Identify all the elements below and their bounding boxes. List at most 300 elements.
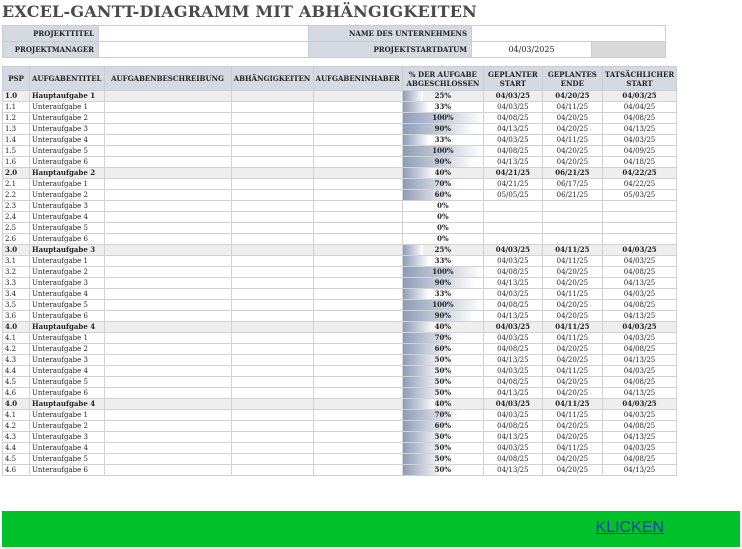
col-header-planned-start[interactable]: GEPLANTER START	[483, 67, 542, 91]
project-start-field[interactable]: 04/03/2025	[472, 42, 592, 58]
description-cell[interactable]	[104, 212, 231, 223]
actual-start-cell[interactable]: 04/13/25	[602, 311, 676, 322]
task-title-cell[interactable]: Unteraufgabe 3	[30, 124, 105, 135]
psp-cell[interactable]: 1.3	[3, 124, 30, 135]
planned-end-cell[interactable]: 04/11/25	[542, 256, 602, 267]
dependencies-cell[interactable]	[231, 399, 313, 410]
psp-cell[interactable]: 2.0	[3, 168, 30, 179]
psp-cell[interactable]: 3.1	[3, 256, 30, 267]
psp-cell[interactable]: 2.2	[3, 190, 30, 201]
owner-cell[interactable]	[313, 179, 402, 190]
pct-cell[interactable]	[402, 410, 483, 421]
actual-start-cell[interactable]: 04/03/25	[602, 91, 676, 102]
psp-cell[interactable]: 2.1	[3, 179, 30, 190]
planned-start-cell[interactable]: 04/13/25	[483, 355, 542, 366]
dependencies-cell[interactable]	[231, 102, 313, 113]
psp-cell[interactable]: 4.0	[3, 322, 30, 333]
planned-end-cell[interactable]	[542, 223, 602, 234]
description-cell[interactable]	[104, 179, 231, 190]
col-header-psp[interactable]: PSP	[3, 67, 30, 91]
pct-cell[interactable]	[402, 311, 483, 322]
description-cell[interactable]	[104, 135, 231, 146]
pct-cell[interactable]	[402, 179, 483, 190]
owner-cell[interactable]	[313, 234, 402, 245]
pct-cell[interactable]	[402, 432, 483, 443]
planned-start-cell[interactable]: 04/03/25	[483, 289, 542, 300]
planned-start-cell[interactable]: 04/03/25	[483, 399, 542, 410]
pct-cell[interactable]	[402, 300, 483, 311]
psp-cell[interactable]: 4.5	[3, 377, 30, 388]
task-title-cell[interactable]: Unteraufgabe 6	[30, 157, 105, 168]
dependencies-cell[interactable]	[231, 421, 313, 432]
dependencies-cell[interactable]	[231, 212, 313, 223]
description-cell[interactable]	[104, 256, 231, 267]
owner-cell[interactable]	[313, 289, 402, 300]
planned-end-cell[interactable]: 04/11/25	[542, 102, 602, 113]
description-cell[interactable]	[104, 168, 231, 179]
planned-start-cell[interactable]: 04/08/25	[483, 421, 542, 432]
dependencies-cell[interactable]	[231, 168, 313, 179]
dependencies-cell[interactable]	[231, 344, 313, 355]
psp-cell[interactable]: 4.4	[3, 366, 30, 377]
psp-cell[interactable]: 4.4	[3, 443, 30, 454]
pct-cell[interactable]	[402, 102, 483, 113]
task-title-cell[interactable]: Unteraufgabe 2	[30, 113, 105, 124]
planned-start-cell[interactable]: 04/08/25	[483, 146, 542, 157]
planned-end-cell[interactable]	[542, 201, 602, 212]
pct-cell[interactable]	[402, 168, 483, 179]
planned-end-cell[interactable]: 04/20/25	[542, 454, 602, 465]
task-title-cell[interactable]: Hauptaufgabe 1	[30, 91, 105, 102]
pct-cell[interactable]	[402, 234, 483, 245]
dependencies-cell[interactable]	[231, 135, 313, 146]
dependencies-cell[interactable]	[231, 179, 313, 190]
pct-cell[interactable]	[402, 388, 483, 399]
planned-end-cell[interactable]: 04/20/25	[542, 267, 602, 278]
klicken-link[interactable]: KLICKEN	[595, 519, 664, 536]
psp-cell[interactable]: 1.2	[3, 113, 30, 124]
pct-cell[interactable]	[402, 333, 483, 344]
owner-cell[interactable]	[313, 410, 402, 421]
actual-start-cell[interactable]: 04/13/25	[602, 465, 676, 476]
task-title-cell[interactable]: Hauptaufgabe 4	[30, 399, 105, 410]
planned-end-cell[interactable]: 04/20/25	[542, 355, 602, 366]
planned-start-cell[interactable]: 04/03/25	[483, 102, 542, 113]
description-cell[interactable]	[104, 432, 231, 443]
task-title-cell[interactable]: Unteraufgabe 2	[30, 421, 105, 432]
pct-cell[interactable]	[402, 223, 483, 234]
planned-start-cell[interactable]: 04/13/25	[483, 465, 542, 476]
psp-cell[interactable]: 1.4	[3, 135, 30, 146]
actual-start-cell[interactable]: 04/22/25	[602, 168, 676, 179]
planned-start-cell[interactable]: 04/08/25	[483, 377, 542, 388]
planned-end-cell[interactable]: 04/20/25	[542, 91, 602, 102]
description-cell[interactable]	[104, 443, 231, 454]
psp-cell[interactable]: 4.2	[3, 421, 30, 432]
pct-cell[interactable]	[402, 465, 483, 476]
owner-cell[interactable]	[313, 245, 402, 256]
dependencies-cell[interactable]	[231, 146, 313, 157]
description-cell[interactable]	[104, 267, 231, 278]
planned-end-cell[interactable]	[542, 212, 602, 223]
project-manager-field[interactable]	[99, 42, 309, 58]
pct-cell[interactable]	[402, 443, 483, 454]
pct-cell[interactable]	[402, 157, 483, 168]
actual-start-cell[interactable]: 04/08/25	[602, 344, 676, 355]
description-cell[interactable]	[104, 190, 231, 201]
actual-start-cell[interactable]	[602, 212, 676, 223]
pct-cell[interactable]	[402, 256, 483, 267]
actual-start-cell[interactable]: 04/18/25	[602, 157, 676, 168]
task-title-cell[interactable]: Unteraufgabe 4	[30, 443, 105, 454]
pct-cell[interactable]	[402, 289, 483, 300]
actual-start-cell[interactable]: 04/03/25	[602, 256, 676, 267]
description-cell[interactable]	[104, 366, 231, 377]
dependencies-cell[interactable]	[231, 91, 313, 102]
planned-start-cell[interactable]: 04/03/25	[483, 135, 542, 146]
planned-start-cell[interactable]: 04/13/25	[483, 157, 542, 168]
col-header-actual-start[interactable]: TATSÄCHLICHER START	[602, 67, 676, 91]
planned-start-cell[interactable]: 04/21/25	[483, 179, 542, 190]
planned-end-cell[interactable]: 04/20/25	[542, 465, 602, 476]
task-title-cell[interactable]: Unteraufgabe 6	[30, 311, 105, 322]
task-title-cell[interactable]: Hauptaufgabe 4	[30, 322, 105, 333]
pct-cell[interactable]	[402, 267, 483, 278]
actual-start-cell[interactable]: 04/22/25	[602, 179, 676, 190]
owner-cell[interactable]	[313, 454, 402, 465]
psp-cell[interactable]: 2.3	[3, 201, 30, 212]
dependencies-cell[interactable]	[231, 333, 313, 344]
planned-end-cell[interactable]: 04/11/25	[542, 289, 602, 300]
owner-cell[interactable]	[313, 278, 402, 289]
description-cell[interactable]	[104, 146, 231, 157]
owner-cell[interactable]	[313, 465, 402, 476]
pct-cell[interactable]	[402, 91, 483, 102]
planned-start-cell[interactable]: 05/05/25	[483, 190, 542, 201]
pct-cell[interactable]	[402, 355, 483, 366]
planned-end-cell[interactable]: 04/11/25	[542, 443, 602, 454]
owner-cell[interactable]	[313, 366, 402, 377]
actual-start-cell[interactable]: 04/13/25	[602, 278, 676, 289]
dependencies-cell[interactable]	[231, 355, 313, 366]
description-cell[interactable]	[104, 355, 231, 366]
owner-cell[interactable]	[313, 322, 402, 333]
planned-start-cell[interactable]: 04/03/25	[483, 410, 542, 421]
planned-end-cell[interactable]: 04/11/25	[542, 399, 602, 410]
actual-start-cell[interactable]: 04/09/25	[602, 146, 676, 157]
actual-start-cell[interactable]: 04/08/25	[602, 300, 676, 311]
planned-start-cell[interactable]: 04/03/25	[483, 366, 542, 377]
owner-cell[interactable]	[313, 168, 402, 179]
planned-end-cell[interactable]: 06/21/25	[542, 190, 602, 201]
owner-cell[interactable]	[313, 344, 402, 355]
pct-cell[interactable]	[402, 113, 483, 124]
planned-end-cell[interactable]: 04/20/25	[542, 311, 602, 322]
description-cell[interactable]	[104, 201, 231, 212]
dependencies-cell[interactable]	[231, 465, 313, 476]
col-header-task-title[interactable]: AUFGABENTITEL	[30, 67, 105, 91]
pct-cell[interactable]	[402, 421, 483, 432]
task-title-cell[interactable]: Unteraufgabe 2	[30, 267, 105, 278]
actual-start-cell[interactable]: 05/03/25	[602, 190, 676, 201]
actual-start-cell[interactable]: 04/08/25	[602, 454, 676, 465]
dependencies-cell[interactable]	[231, 113, 313, 124]
description-cell[interactable]	[104, 157, 231, 168]
psp-cell[interactable]: 4.6	[3, 388, 30, 399]
owner-cell[interactable]	[313, 443, 402, 454]
planned-start-cell[interactable]: 04/21/25	[483, 168, 542, 179]
psp-cell[interactable]: 3.5	[3, 300, 30, 311]
task-title-cell[interactable]: Unteraufgabe 1	[30, 256, 105, 267]
actual-start-cell[interactable]: 04/08/25	[602, 421, 676, 432]
description-cell[interactable]	[104, 465, 231, 476]
task-title-cell[interactable]: Hauptaufgabe 3	[30, 245, 105, 256]
task-title-cell[interactable]: Unteraufgabe 1	[30, 179, 105, 190]
col-header-description[interactable]: AUFGABENBESCHREIBUNG	[104, 67, 231, 91]
psp-cell[interactable]: 4.0	[3, 399, 30, 410]
planned-end-cell[interactable]: 04/20/25	[542, 124, 602, 135]
pct-cell[interactable]	[402, 190, 483, 201]
task-title-cell[interactable]: Hauptaufgabe 2	[30, 168, 105, 179]
psp-cell[interactable]: 4.1	[3, 410, 30, 421]
pct-cell[interactable]	[402, 135, 483, 146]
planned-end-cell[interactable]: 04/11/25	[542, 135, 602, 146]
owner-cell[interactable]	[313, 102, 402, 113]
planned-end-cell[interactable]: 04/20/25	[542, 278, 602, 289]
actual-start-cell[interactable]: 04/08/25	[602, 113, 676, 124]
description-cell[interactable]	[104, 234, 231, 245]
psp-cell[interactable]: 1.0	[3, 91, 30, 102]
planned-end-cell[interactable]	[542, 234, 602, 245]
task-title-cell[interactable]: Unteraufgabe 1	[30, 102, 105, 113]
planned-start-cell[interactable]: 04/08/25	[483, 300, 542, 311]
task-title-cell[interactable]: Unteraufgabe 5	[30, 377, 105, 388]
actual-start-cell[interactable]: 04/13/25	[602, 355, 676, 366]
actual-start-cell[interactable]: 04/08/25	[602, 267, 676, 278]
description-cell[interactable]	[104, 278, 231, 289]
actual-start-cell[interactable]: 04/03/25	[602, 289, 676, 300]
task-title-cell[interactable]: Unteraufgabe 5	[30, 300, 105, 311]
col-header-planned-end[interactable]: GEPLANTES ENDE	[542, 67, 602, 91]
dependencies-cell[interactable]	[231, 366, 313, 377]
description-cell[interactable]	[104, 311, 231, 322]
planned-start-cell[interactable]: 04/03/25	[483, 91, 542, 102]
description-cell[interactable]	[104, 454, 231, 465]
owner-cell[interactable]	[313, 399, 402, 410]
psp-cell[interactable]: 1.6	[3, 157, 30, 168]
task-title-cell[interactable]: Unteraufgabe 5	[30, 454, 105, 465]
task-title-cell[interactable]: Unteraufgabe 3	[30, 432, 105, 443]
owner-cell[interactable]	[313, 91, 402, 102]
actual-start-cell[interactable]: 04/03/25	[602, 245, 676, 256]
description-cell[interactable]	[104, 377, 231, 388]
planned-start-cell[interactable]: 04/08/25	[483, 344, 542, 355]
actual-start-cell[interactable]: 04/08/25	[602, 377, 676, 388]
psp-cell[interactable]: 4.3	[3, 355, 30, 366]
owner-cell[interactable]	[313, 124, 402, 135]
task-title-cell[interactable]: Unteraufgabe 3	[30, 201, 105, 212]
pct-cell[interactable]	[402, 377, 483, 388]
dependencies-cell[interactable]	[231, 234, 313, 245]
planned-start-cell[interactable]: 04/13/25	[483, 124, 542, 135]
dependencies-cell[interactable]	[231, 454, 313, 465]
psp-cell[interactable]: 4.2	[3, 344, 30, 355]
task-title-cell[interactable]: Unteraufgabe 4	[30, 366, 105, 377]
psp-cell[interactable]: 3.0	[3, 245, 30, 256]
planned-end-cell[interactable]: 04/20/25	[542, 388, 602, 399]
owner-cell[interactable]	[313, 113, 402, 124]
psp-cell[interactable]: 3.2	[3, 267, 30, 278]
owner-cell[interactable]	[313, 300, 402, 311]
planned-end-cell[interactable]: 04/11/25	[542, 322, 602, 333]
description-cell[interactable]	[104, 388, 231, 399]
owner-cell[interactable]	[313, 333, 402, 344]
task-title-cell[interactable]: Unteraufgabe 5	[30, 223, 105, 234]
planned-end-cell[interactable]: 04/20/25	[542, 377, 602, 388]
psp-cell[interactable]: 3.3	[3, 278, 30, 289]
psp-cell[interactable]: 3.6	[3, 311, 30, 322]
description-cell[interactable]	[104, 102, 231, 113]
pct-cell[interactable]	[402, 366, 483, 377]
psp-cell[interactable]: 4.5	[3, 454, 30, 465]
planned-start-cell[interactable]	[483, 223, 542, 234]
psp-cell[interactable]: 4.3	[3, 432, 30, 443]
dependencies-cell[interactable]	[231, 300, 313, 311]
owner-cell[interactable]	[313, 432, 402, 443]
planned-start-cell[interactable]: 04/08/25	[483, 113, 542, 124]
task-title-cell[interactable]: Unteraufgabe 4	[30, 212, 105, 223]
task-title-cell[interactable]: Unteraufgabe 5	[30, 146, 105, 157]
task-title-cell[interactable]: Unteraufgabe 2	[30, 344, 105, 355]
psp-cell[interactable]: 2.4	[3, 212, 30, 223]
description-cell[interactable]	[104, 399, 231, 410]
actual-start-cell[interactable]: 04/04/25	[602, 102, 676, 113]
description-cell[interactable]	[104, 289, 231, 300]
planned-start-cell[interactable]	[483, 212, 542, 223]
planned-end-cell[interactable]: 06/21/25	[542, 168, 602, 179]
description-cell[interactable]	[104, 410, 231, 421]
task-title-cell[interactable]: Unteraufgabe 1	[30, 333, 105, 344]
description-cell[interactable]	[104, 333, 231, 344]
psp-cell[interactable]: 4.1	[3, 333, 30, 344]
psp-cell[interactable]: 1.1	[3, 102, 30, 113]
description-cell[interactable]	[104, 322, 231, 333]
planned-start-cell[interactable]: 04/03/25	[483, 245, 542, 256]
owner-cell[interactable]	[313, 146, 402, 157]
owner-cell[interactable]	[313, 355, 402, 366]
planned-end-cell[interactable]: 04/20/25	[542, 344, 602, 355]
pct-cell[interactable]	[402, 146, 483, 157]
planned-start-cell[interactable]: 04/03/25	[483, 322, 542, 333]
planned-start-cell[interactable]	[483, 201, 542, 212]
planned-start-cell[interactable]: 04/08/25	[483, 267, 542, 278]
dependencies-cell[interactable]	[231, 377, 313, 388]
pct-cell[interactable]	[402, 278, 483, 289]
planned-start-cell[interactable]: 04/03/25	[483, 333, 542, 344]
dependencies-cell[interactable]	[231, 190, 313, 201]
planned-end-cell[interactable]: 04/11/25	[542, 333, 602, 344]
actual-start-cell[interactable]: 04/03/25	[602, 135, 676, 146]
owner-cell[interactable]	[313, 421, 402, 432]
actual-start-cell[interactable]: 04/03/25	[602, 322, 676, 333]
task-title-cell[interactable]: Unteraufgabe 3	[30, 278, 105, 289]
planned-start-cell[interactable]: 04/13/25	[483, 278, 542, 289]
col-header-owner[interactable]: AUFGABENINHABER	[313, 67, 402, 91]
planned-start-cell[interactable]: 04/03/25	[483, 443, 542, 454]
task-title-cell[interactable]: Unteraufgabe 3	[30, 355, 105, 366]
pct-cell[interactable]	[402, 454, 483, 465]
pct-cell[interactable]	[402, 399, 483, 410]
planned-end-cell[interactable]: 04/11/25	[542, 366, 602, 377]
planned-end-cell[interactable]: 04/11/25	[542, 245, 602, 256]
pct-cell[interactable]	[402, 322, 483, 333]
task-title-cell[interactable]: Unteraufgabe 2	[30, 190, 105, 201]
pct-cell[interactable]	[402, 245, 483, 256]
actual-start-cell[interactable]	[602, 223, 676, 234]
actual-start-cell[interactable]: 04/13/25	[602, 432, 676, 443]
planned-end-cell[interactable]: 04/20/25	[542, 146, 602, 157]
planned-start-cell[interactable]: 04/13/25	[483, 432, 542, 443]
planned-start-cell[interactable]	[483, 234, 542, 245]
owner-cell[interactable]	[313, 212, 402, 223]
dependencies-cell[interactable]	[231, 388, 313, 399]
owner-cell[interactable]	[313, 256, 402, 267]
task-title-cell[interactable]: Unteraufgabe 6	[30, 465, 105, 476]
planned-end-cell[interactable]: 04/20/25	[542, 113, 602, 124]
task-title-cell[interactable]: Unteraufgabe 1	[30, 410, 105, 421]
description-cell[interactable]	[104, 344, 231, 355]
owner-cell[interactable]	[313, 201, 402, 212]
owner-cell[interactable]	[313, 377, 402, 388]
dependencies-cell[interactable]	[231, 245, 313, 256]
col-header-dependencies[interactable]: ABHÄNGIGKEITEN	[231, 67, 313, 91]
actual-start-cell[interactable]: 04/03/25	[602, 443, 676, 454]
description-cell[interactable]	[104, 113, 231, 124]
psp-cell[interactable]: 1.5	[3, 146, 30, 157]
description-cell[interactable]	[104, 223, 231, 234]
psp-cell[interactable]: 2.6	[3, 234, 30, 245]
project-title-field[interactable]	[99, 26, 309, 42]
task-title-cell[interactable]: Unteraufgabe 6	[30, 388, 105, 399]
pct-cell[interactable]	[402, 212, 483, 223]
task-title-cell[interactable]: Unteraufgabe 6	[30, 234, 105, 245]
planned-start-cell[interactable]: 04/13/25	[483, 388, 542, 399]
planned-end-cell[interactable]: 04/20/25	[542, 432, 602, 443]
actual-start-cell[interactable]: 04/03/25	[602, 399, 676, 410]
actual-start-cell[interactable]	[602, 201, 676, 212]
dependencies-cell[interactable]	[231, 432, 313, 443]
owner-cell[interactable]	[313, 135, 402, 146]
planned-start-cell[interactable]: 04/03/25	[483, 256, 542, 267]
owner-cell[interactable]	[313, 157, 402, 168]
dependencies-cell[interactable]	[231, 443, 313, 454]
task-title-cell[interactable]: Unteraufgabe 4	[30, 289, 105, 300]
dependencies-cell[interactable]	[231, 223, 313, 234]
planned-start-cell[interactable]: 04/13/25	[483, 311, 542, 322]
planned-end-cell[interactable]: 04/20/25	[542, 157, 602, 168]
psp-cell[interactable]: 3.4	[3, 289, 30, 300]
task-title-cell[interactable]: Unteraufgabe 4	[30, 135, 105, 146]
dependencies-cell[interactable]	[231, 201, 313, 212]
dependencies-cell[interactable]	[231, 311, 313, 322]
actual-start-cell[interactable]: 04/13/25	[602, 124, 676, 135]
owner-cell[interactable]	[313, 267, 402, 278]
description-cell[interactable]	[104, 245, 231, 256]
psp-cell[interactable]: 4.6	[3, 465, 30, 476]
dependencies-cell[interactable]	[231, 256, 313, 267]
psp-cell[interactable]: 2.5	[3, 223, 30, 234]
owner-cell[interactable]	[313, 311, 402, 322]
